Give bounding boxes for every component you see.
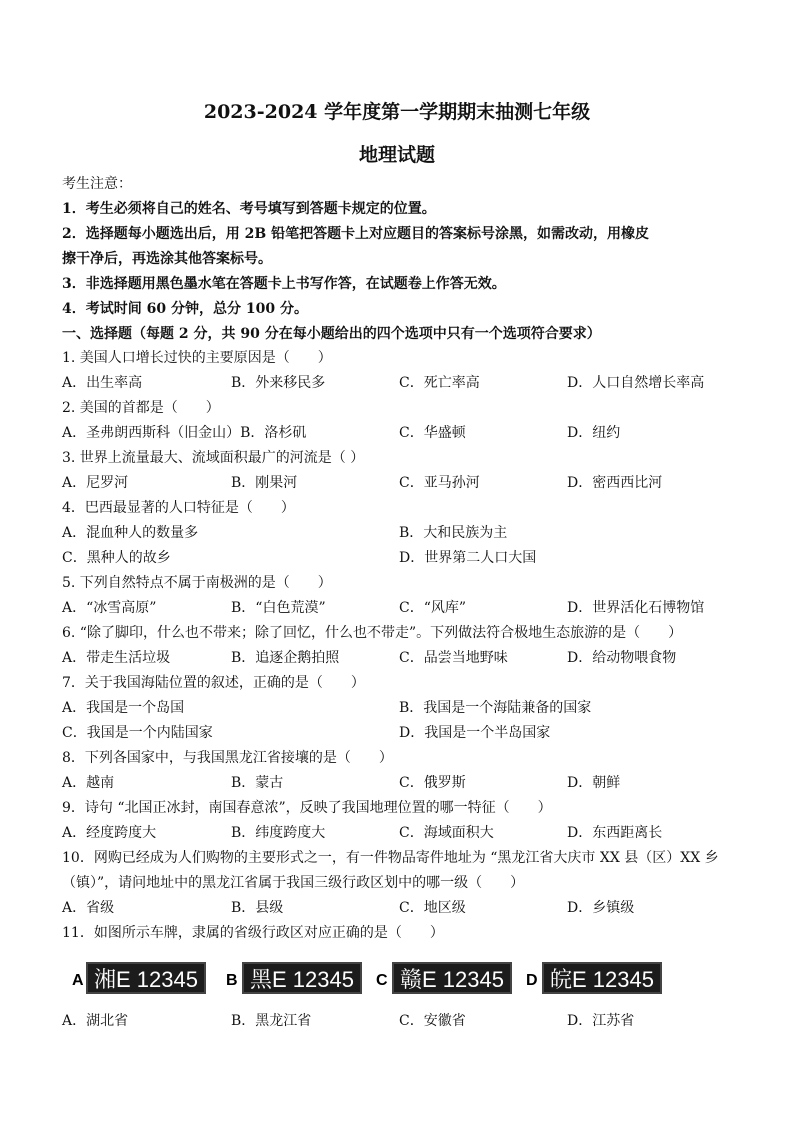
option-b: B．纬度跨度大: [231, 825, 326, 841]
option-d: D．乡镇级: [567, 900, 635, 916]
question-stem: 7．关于我国海陆位置的叙述，正确的是（ ）: [62, 675, 365, 691]
option-a: A．湖北省: [62, 1013, 129, 1029]
option-c: C．安徽省: [399, 1013, 466, 1029]
notice-heading: 考生注意：: [62, 176, 132, 192]
option-a: A．混血种人的数量多: [62, 525, 199, 541]
question-stem: 1. 美国人口增长过快的主要原因是（ ）: [62, 350, 332, 366]
option-a: A．尼罗河: [62, 475, 129, 491]
option-b: B．大和民族为主: [399, 525, 508, 541]
plate-letter: B: [226, 972, 238, 989]
option-d: D．东西距离长: [567, 825, 663, 841]
notice-item-4: 4．考试时间 60 分钟，总分 100 分。: [62, 301, 308, 317]
option-d: D．纽约: [567, 425, 621, 441]
option-a: A．经度跨度大: [62, 825, 157, 841]
option-a-b: A．圣弗朗西斯科（旧金山）B．洛杉矶: [62, 425, 307, 441]
option-a: A．出生率高: [62, 375, 143, 391]
plate-letter: D: [526, 972, 538, 989]
question-stem: 2. 美国的首都是（ ）: [62, 400, 220, 416]
option-c: C．俄罗斯: [399, 775, 466, 791]
option-b: B．外来移民多: [231, 375, 326, 391]
option-b: B．蒙古: [231, 775, 284, 791]
question-stem: 4．巴西最显著的人口特征是（ ）: [62, 500, 295, 516]
option-b: B．追逐企鹅拍照: [231, 650, 340, 666]
question-stem: 3. 世界上流量最大、流域面积最广的河流是（ ）: [62, 450, 365, 466]
plate-letter: A: [72, 972, 84, 989]
option-c: C．黑种人的故乡: [62, 550, 171, 566]
license-plates-figure: [72, 960, 692, 1000]
option-d: D．朝鲜: [567, 775, 621, 791]
option-d: D．世界第二人口大国: [399, 550, 537, 566]
license-plate: 皖E 12345: [542, 962, 662, 994]
option-d: D．世界活化石博物馆: [567, 600, 705, 616]
question-stem: 9．诗句 “北国正冰封，南国春意浓”，反映了我国地理位置的哪一特征（ ）: [62, 800, 552, 816]
option-c: C．海域面积大: [399, 825, 494, 841]
option-d: D．给动物喂食物: [567, 650, 677, 666]
question-stem: 6. “除了脚印，什么也不带来；除了回忆，什么也不带走”。下列做法符合极地生态旅游的是（ ）: [62, 625, 683, 641]
license-plate: 湘E 12345: [86, 962, 206, 994]
license-plate: 黑E 12345: [242, 962, 362, 994]
question-stem-cont: （镇）”，请问地址中的黑龙江省属于我国三级行政区划中的哪一级（ ）: [62, 875, 525, 891]
option-d: D．密西西比河: [567, 475, 663, 491]
option-b: B．刚果河: [231, 475, 298, 491]
exam-title: 2023-2024 学年度第一学期期末抽测七年级: [203, 101, 591, 123]
question-stem: 11．如图所示车牌，隶属的省级行政区对应正确的是（ ）: [62, 925, 444, 941]
option-c: C．死亡率高: [399, 375, 480, 391]
option-c: C．我国是一个内陆国家: [62, 725, 213, 741]
license-plate: 赣E 12345: [392, 962, 512, 994]
option-d: D．江苏省: [567, 1013, 635, 1029]
option-c: C．亚马孙河: [399, 475, 480, 491]
exam-subtitle: 地理试题: [358, 144, 435, 166]
plate-letter: C: [376, 972, 388, 989]
option-b: B．黑龙江省: [231, 1013, 312, 1029]
option-b: B．县级: [231, 900, 284, 916]
notice-item-3: 3．非选择题用黑色墨水笔在答题卡上书写作答，在试题卷上作答无效。: [62, 276, 506, 292]
option-b: B．“白色荒漠”: [231, 600, 326, 616]
notice-item-2: 2．选择题每小题选出后，用 2B 铅笔把答题卡上对应题目的答案标号涂黑，如需改动，用橡皮: [62, 226, 650, 242]
question-stem: 5. 下列自然特点不属于南极洲的是（ ）: [62, 575, 332, 591]
option-c: C．品尝当地野味: [399, 650, 508, 666]
option-a: A．越南: [62, 775, 115, 791]
option-b: B．我国是一个海陆兼备的国家: [399, 700, 592, 716]
option-c: C．地区级: [399, 900, 466, 916]
question-stem: 10．网购已经成为人们购物的主要形式之一，有一件物品寄件地址为 “黑龙江省大庆市 XX 县（区）XX 乡: [62, 850, 719, 866]
option-a: A．带走生活垃圾: [62, 650, 171, 666]
option-d: D．我国是一个半岛国家: [399, 725, 551, 741]
option-a: A．“冰雪高原”: [62, 600, 157, 616]
option-a: A．省级: [62, 900, 115, 916]
notice-item-2-cont: 擦干净后，再选涂其他答案标号。: [62, 251, 272, 267]
option-d: D．人口自然增长率高: [567, 375, 705, 391]
question-stem: 8．下列各国家中，与我国黑龙江省接壤的是（ ）: [62, 750, 393, 766]
option-c: C．华盛顿: [399, 425, 466, 441]
notice-item-1: 1．考生必须将自己的姓名、考号填写到答题卡规定的位置。: [62, 201, 436, 217]
section-heading: 一、选择题（每题 2 分，共 90 分在每小题给出的四个选项中只有一个选项符合要求）: [62, 326, 601, 342]
option-a: A．我国是一个岛国: [62, 700, 185, 716]
option-c: C．“风库”: [399, 600, 467, 616]
